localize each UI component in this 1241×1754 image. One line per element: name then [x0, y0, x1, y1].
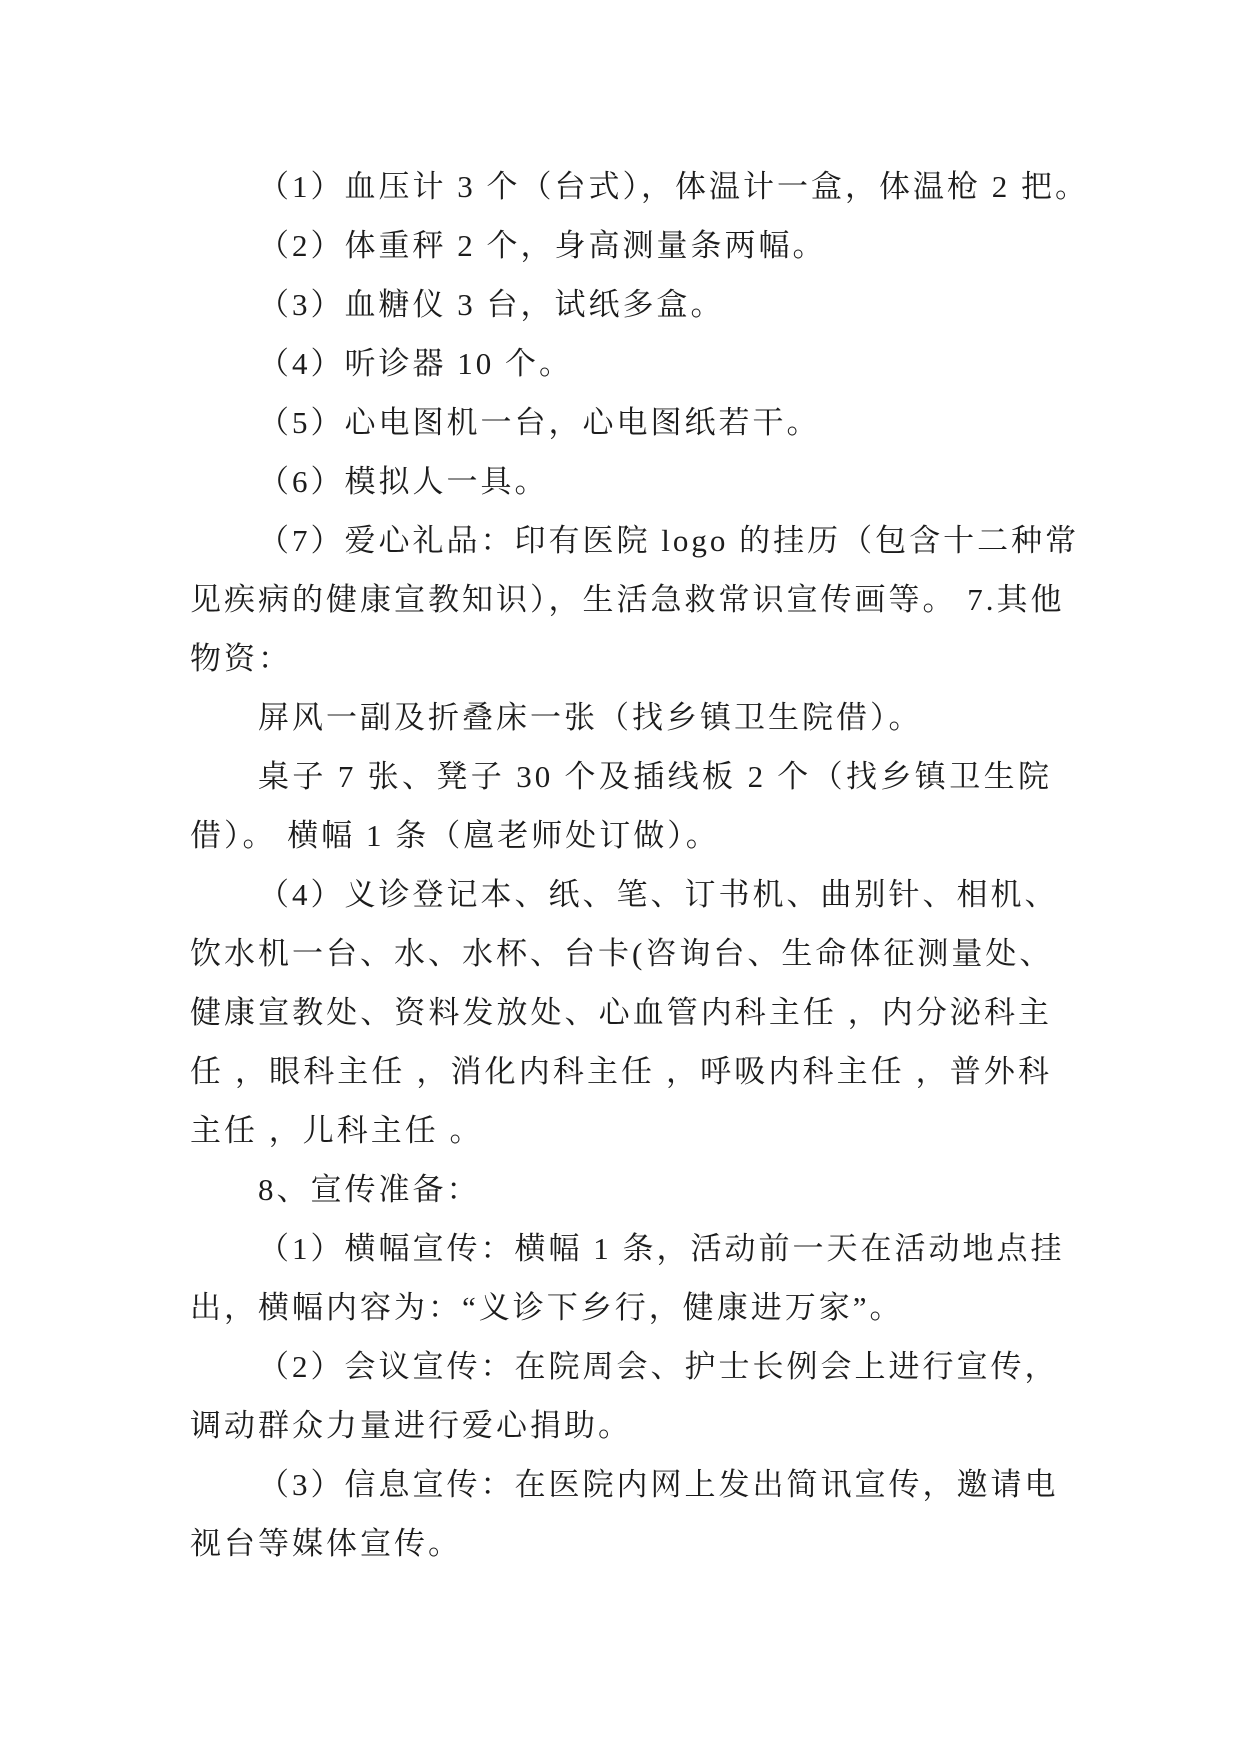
paragraph-line: 物资：	[190, 641, 292, 676]
paragraph-line: 见疾病的健康宣教知识），生活急救常识宣传画等。 7.其他	[190, 582, 1065, 617]
paragraph-line: （2）体重秤 2 个，身高测量条两幅。	[258, 228, 827, 263]
paragraph-line: （2）会议宣传：在院周会、护士长例会上进行宣传，	[258, 1349, 1059, 1384]
paragraph-line: 视台等媒体宣传。	[190, 1526, 462, 1561]
document-body	[190, 157, 1089, 1573]
paragraph-line: （4）听诊器 10 个。	[258, 346, 573, 381]
paragraph-line: （1）横幅宣传：横幅 1 条，活动前一天在活动地点挂	[258, 1231, 1065, 1266]
paragraph-line: （4）义诊登记本、纸、笔、订书机、曲别针、相机、	[258, 877, 1059, 912]
paragraph-line: 饮水机一台、水、水杯、台卡(咨询台、生命体征测量处、	[190, 936, 1054, 971]
paragraph-line: （6）模拟人一具。	[258, 464, 549, 499]
paragraph-line: 屏风一副及折叠床一张（找乡镇卫生院借）。	[258, 700, 923, 735]
section-heading: 8、宣传准备：	[258, 1172, 481, 1207]
paragraph-line: （3）血糖仪 3 台，试纸多盒。	[258, 287, 725, 322]
paragraph-line: （5）心电图机一台，心电图纸若干。	[258, 405, 821, 440]
paragraph-line: 健康宣教处、资料发放处、心血管内科主任 ，内分泌科主	[190, 995, 1052, 1030]
paragraph-line: （3）信息宣传：在医院内网上发出简讯宣传，邀请电	[258, 1467, 1059, 1502]
paragraph-line: 调动群众力量进行爱心捐助。	[190, 1408, 632, 1443]
paragraph-line: （1）血压计 3 个（台式），体温计一盒，体温枪 2 把。	[258, 169, 1089, 204]
paragraph-line: （7）爱心礼品：印有医院 logo 的挂历（包含十二种常	[258, 523, 1080, 558]
paragraph-line: 借）。 横幅 1 条（扈老师处订做）。	[190, 818, 720, 853]
paragraph-line: 出，横幅内容为：“义诊下乡行，健康进万家”。	[190, 1290, 904, 1325]
paragraph-line: 桌子 7 张、凳子 30 个及插线板 2 个（找乡镇卫生院	[258, 759, 1052, 794]
paragraph-line: 任 ，眼科主任 ，消化内科主任 ，呼吸内科主任 ，普外科	[190, 1054, 1052, 1089]
paragraph-line: 主任 ，儿科主任 。	[190, 1113, 484, 1148]
